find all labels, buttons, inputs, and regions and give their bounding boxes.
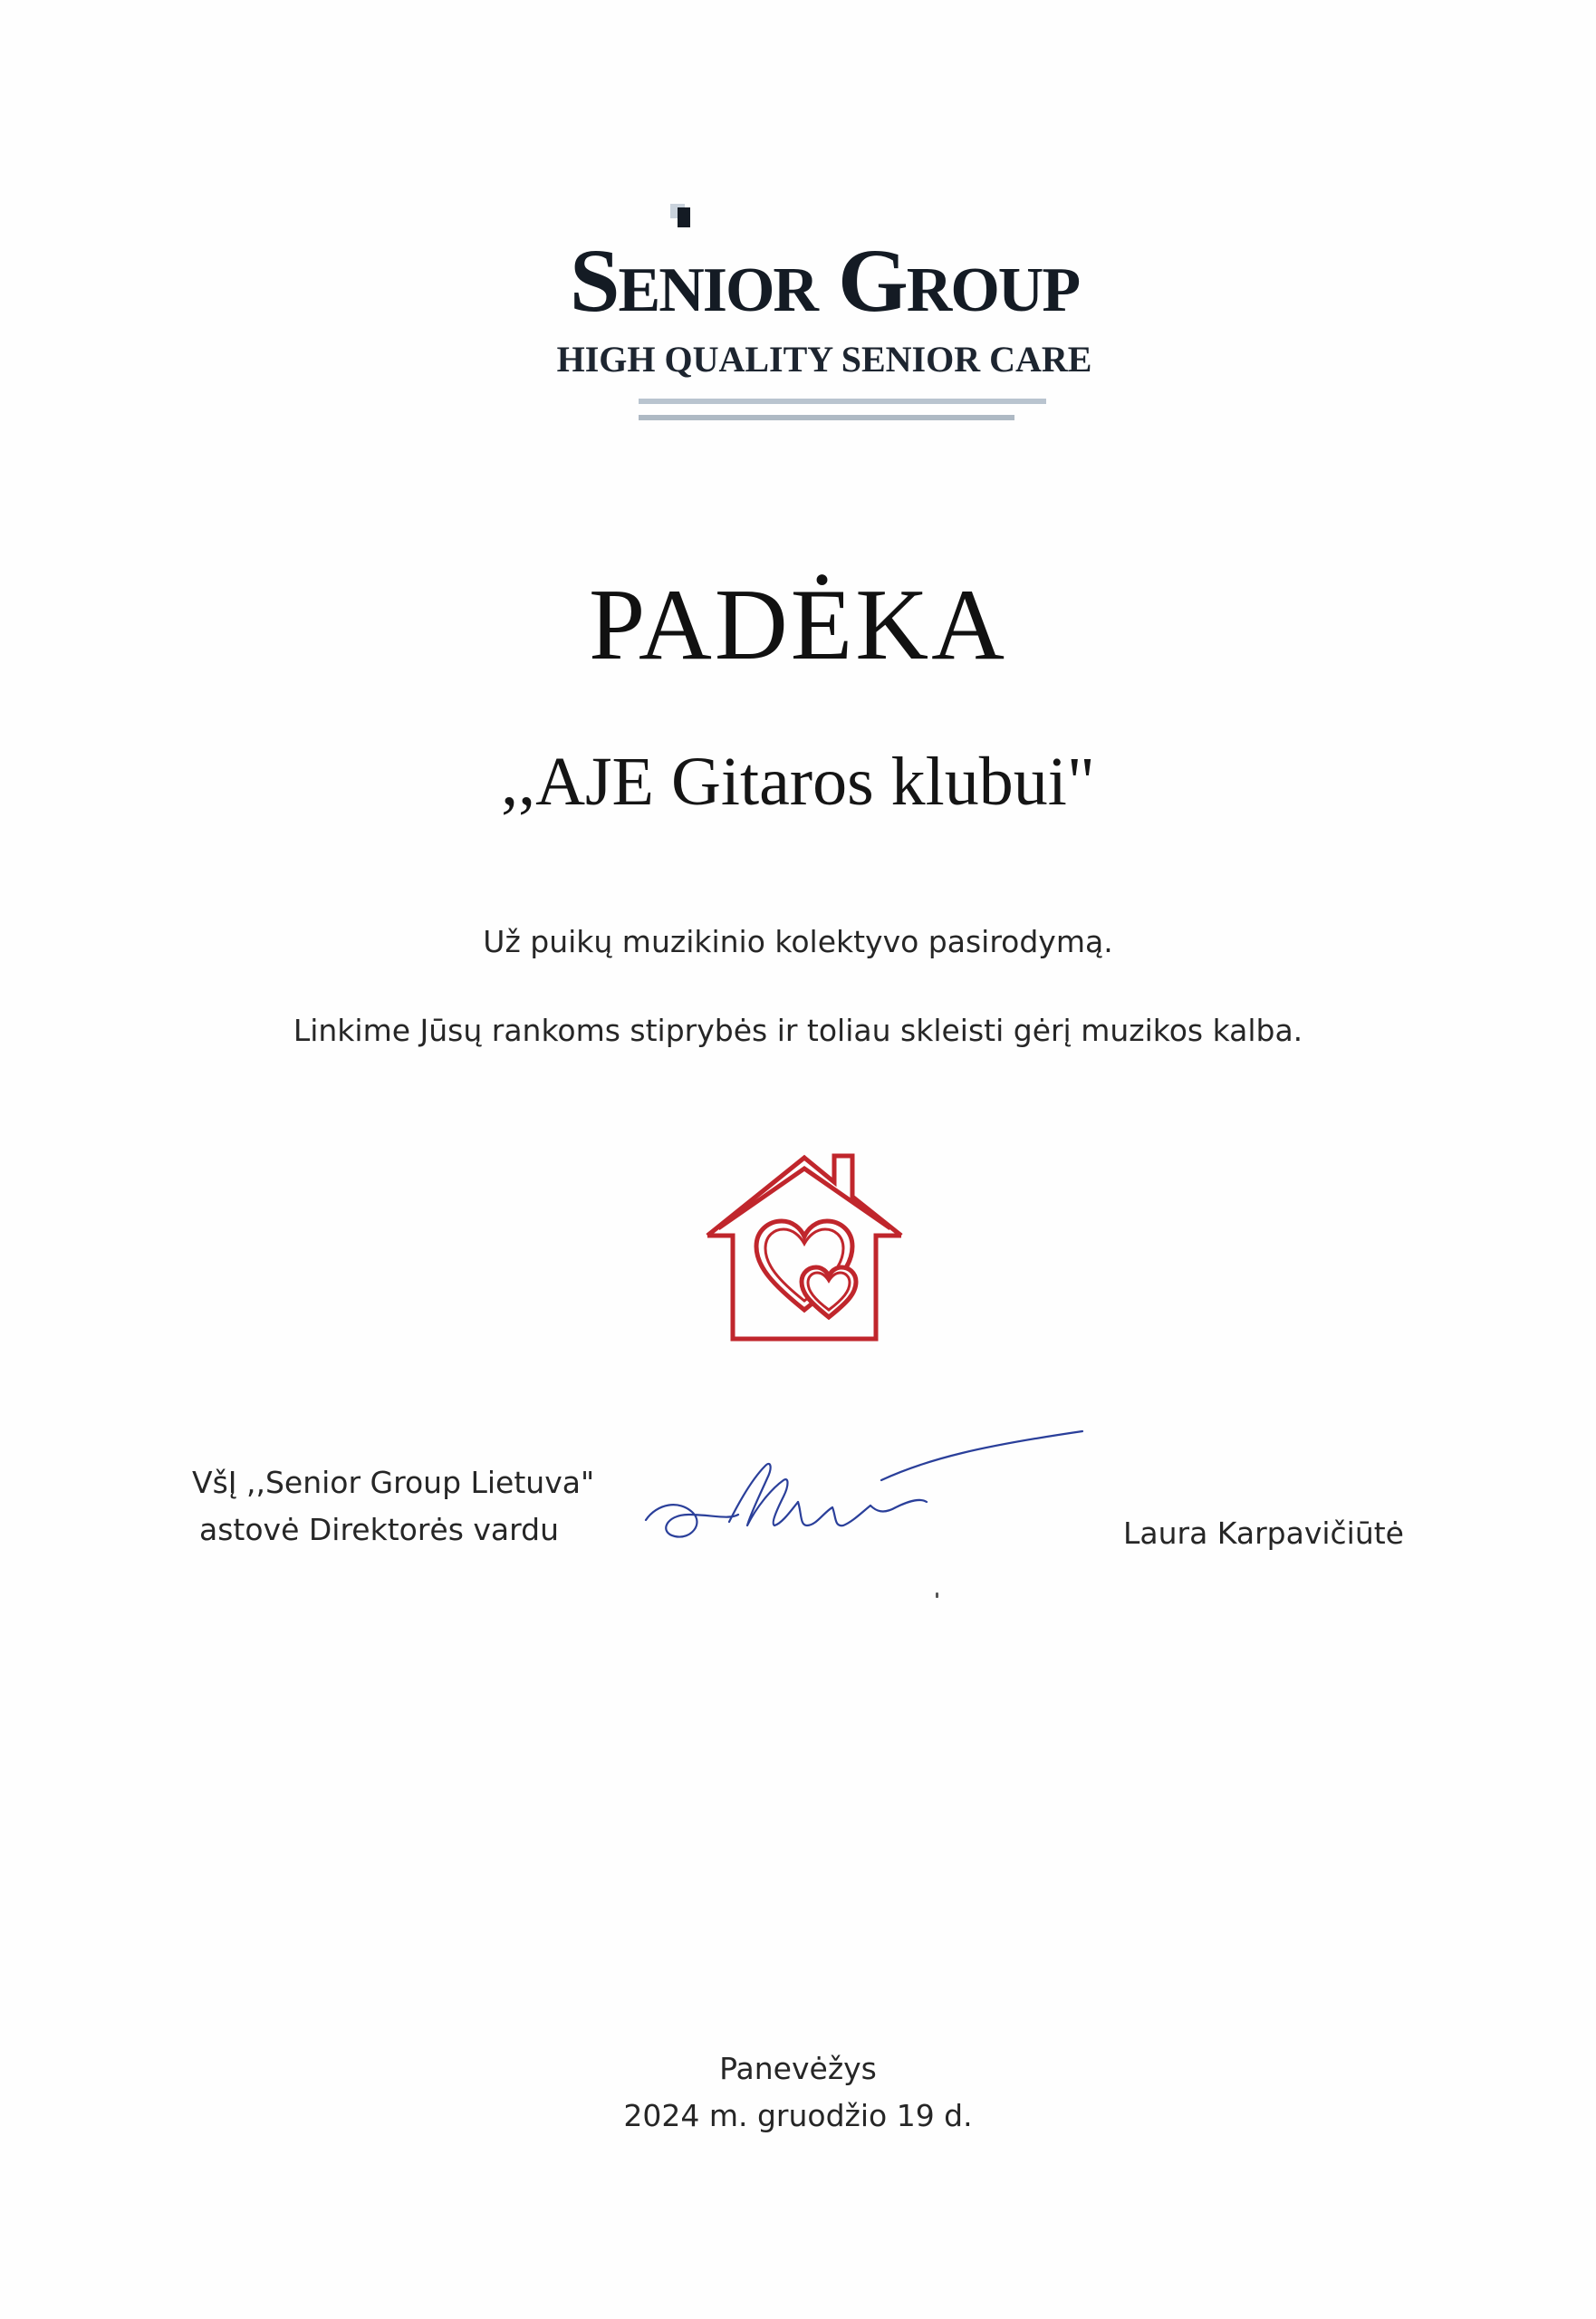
organization-role: astovė Direktorės vardu (199, 1512, 559, 1547)
logo-tagline: HIGH QUALITY SENIOR CARE (556, 339, 1092, 380)
senior-group-logo (525, 195, 1123, 430)
logo-name: Senior Group (569, 230, 1080, 331)
handwritten-signature (639, 1413, 1091, 1558)
house-hearts-icon (700, 1149, 909, 1346)
issue-place: Panevėžys (719, 2051, 877, 2086)
organization-name: VšĮ ,,Senior Group Lietuva" (192, 1465, 595, 1500)
issue-date: 2024 m. gruodžio 19 d. (623, 2098, 973, 2133)
document-title: PADĖKA (589, 569, 1007, 681)
signer-name: Laura Karpavičiūtė (1123, 1516, 1404, 1551)
body-line-2: Linkime Jūsų rankoms stiprybės ir toliau skleisti gėrį muzikos kalba. (293, 1013, 1303, 1048)
ink-speck (936, 1593, 938, 1598)
logo-divider (639, 415, 1014, 420)
logo-divider (639, 399, 1046, 404)
body-line-1: Už puikų muzikinio kolektyvo pasirodymą. (483, 924, 1113, 959)
recipient-name: ,,AJE Gitaros klubui" (501, 744, 1095, 820)
